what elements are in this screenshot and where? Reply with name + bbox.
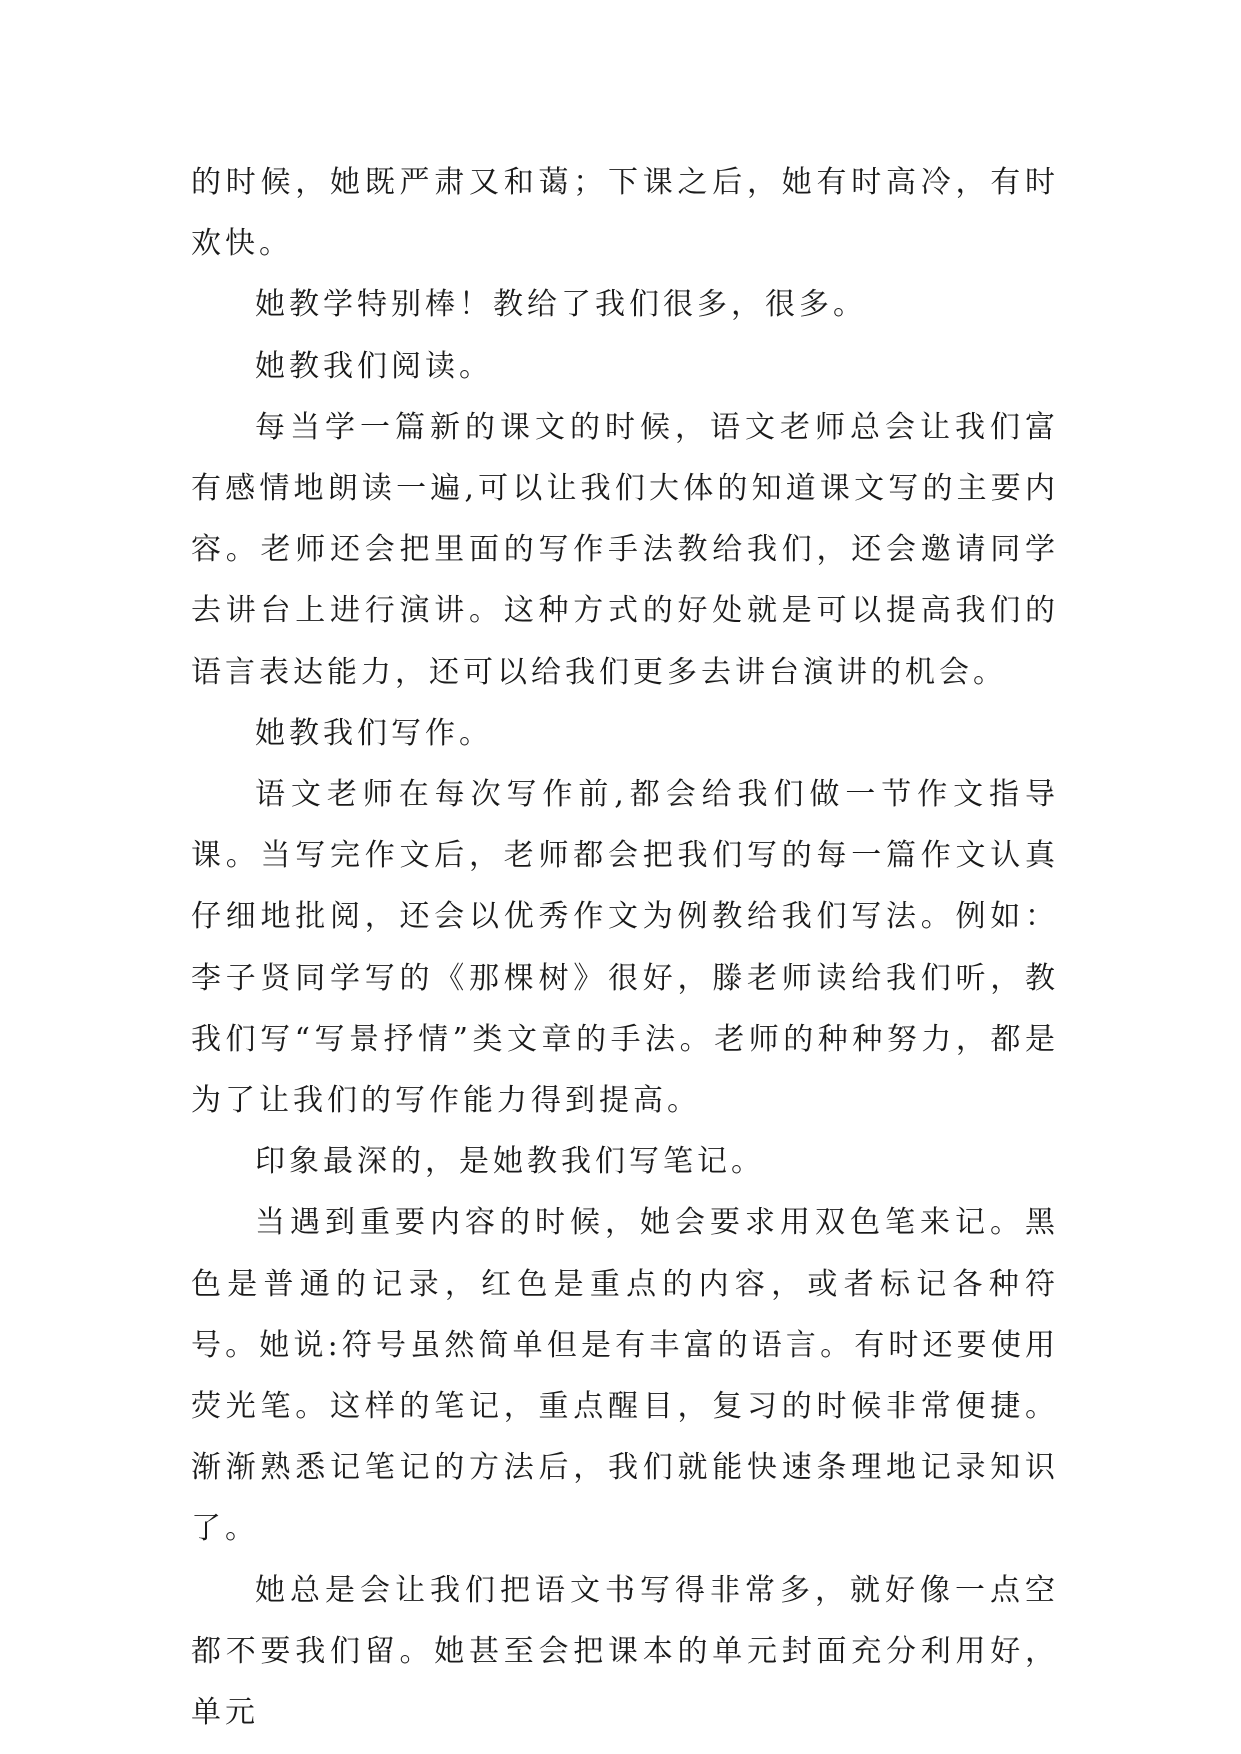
paragraph-1: 的时候，她既严肃又和蔼；下课之后，她有时高冷，有时欢快。 [191, 165, 1059, 262]
paragraph-8: 当遇到重要内容的时候，她会要求用双色笔来记。黑色是普通的记录，红色是重点的内容，或者标记各种符号。她说:符号虽然简单但是有丰富的语言。有时还要使用荧光笔。这样的笔记，重点醒目，复习的时候非常便捷。渐渐熟悉记笔记的方法后，我们就能快速条理地记录知识了。 [191, 1205, 1059, 1547]
paragraph-9: 她总是会让我们把语文书写得非常多，就好像一点空都不要我们留。她甚至会把课本的单元封面充分利用好，单元 [191, 1572, 1059, 1731]
document-body [191, 152, 1059, 1743]
paragraph-5: 她教我们写作。 [255, 715, 493, 751]
paragraph-2: 她教学特别棒！教给了我们很多，很多。 [255, 287, 867, 323]
paragraph-3: 她教我们阅读。 [255, 348, 493, 384]
paragraph-7: 印象最深的，是她教我们写笔记。 [255, 1144, 765, 1180]
paragraph-6: 语文老师在每次写作前,都会给我们做一节作文指导课。当写完作文后，老师都会把我们写的每一篇作文认真仔细地批阅，还会以优秀作文为例教给我们写法。例如：李子贤同学写的《那棵树》很好，滕老师读给我们听，教我们写“写景抒情”类文章的手法。老师的种种努力，都是为了让我们的写作能力得到提高。 [191, 777, 1059, 1119]
paragraph-4: 每当学一篇新的课文的时候，语文老师总会让我们富有感情地朗读一遍,可以让我们大体的知道课文写的主要内容。老师还会把里面的写作手法教给我们，还会邀请同学去讲台上进行演讲。这种方式的好处就是可以提高我们的语言表达能力，还可以给我们更多去讲台演讲的机会。 [191, 409, 1059, 690]
